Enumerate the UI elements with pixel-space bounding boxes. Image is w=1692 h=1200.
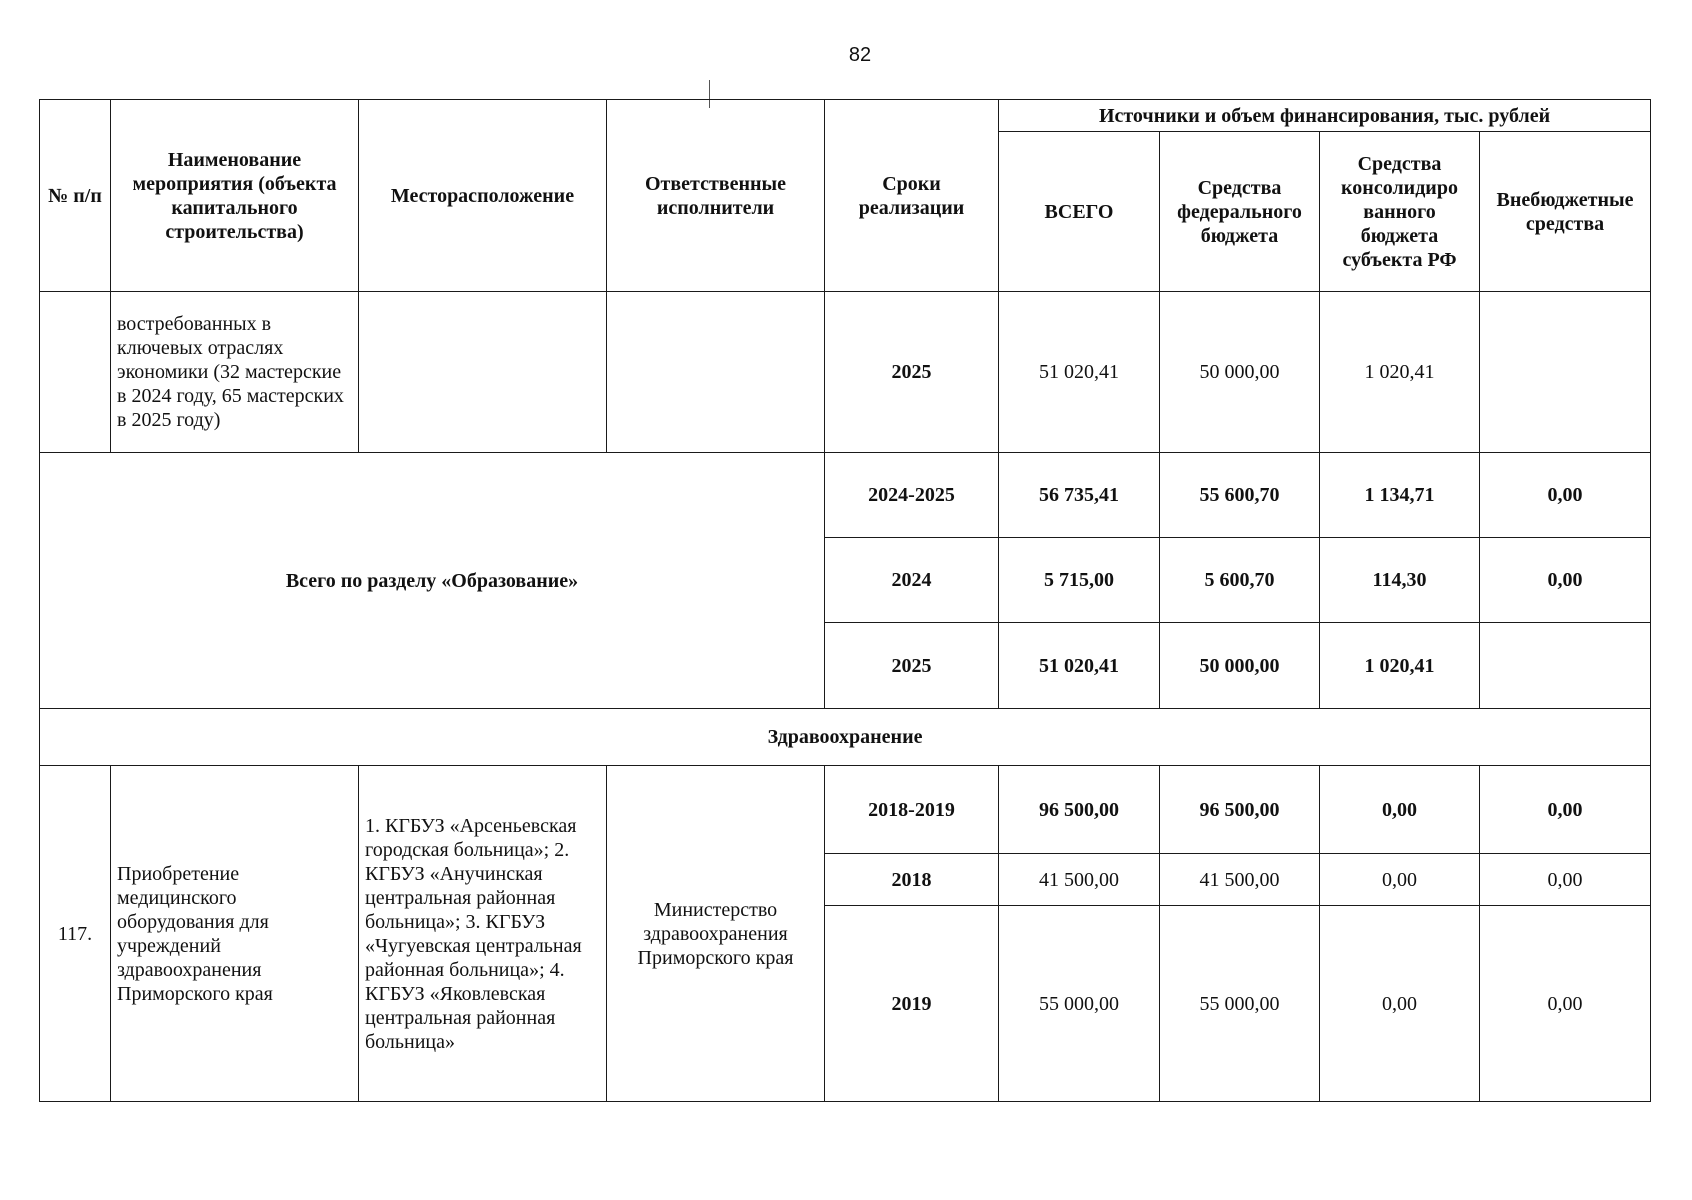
cell-regional: 0,00 xyxy=(1320,854,1480,906)
cell-regional: 0,00 xyxy=(1320,906,1480,1102)
cell-federal: 96 500,00 xyxy=(1160,766,1320,854)
education-total-label: Всего по разделу «Образование» xyxy=(40,453,825,709)
cell-offbudget: 0,00 xyxy=(1480,453,1651,538)
cell-year: 2018 xyxy=(825,854,999,906)
table-row xyxy=(40,766,1651,854)
cell-regional: 1 020,41 xyxy=(1320,292,1480,453)
cell-regional: 1 134,71 xyxy=(1320,453,1480,538)
cell-total: 56 735,41 xyxy=(999,453,1160,538)
cell-year: 2024-2025 xyxy=(825,453,999,538)
cell-federal: 50 000,00 xyxy=(1160,623,1320,709)
section-title: Здравоохранение xyxy=(40,709,1651,766)
cell-responsible: Министерство здравоохранения Приморского края xyxy=(607,766,825,1102)
cell-num xyxy=(40,292,111,453)
cell-name: Приобретение медицинского оборудования для учреждений здравоохранения Приморского края xyxy=(111,766,359,1102)
cell-federal: 5 600,70 xyxy=(1160,538,1320,623)
cell-year: 2025 xyxy=(825,292,999,453)
cell-name: востребованных в ключевых отраслях экономики (32 мастерские в 2024 году, 65 мастерских в 2025 году) xyxy=(111,292,359,453)
cell-federal: 55 600,70 xyxy=(1160,453,1320,538)
header-row-1 xyxy=(40,100,1651,132)
cell-location xyxy=(359,292,607,453)
cell-responsible xyxy=(607,292,825,453)
financing-table xyxy=(39,99,1651,1102)
col-header-name: Наименование мероприятия (объекта капитального строительства) xyxy=(111,100,359,292)
col-header-offbudget: Внебюджетные средства xyxy=(1480,132,1651,292)
cell-regional: 1 020,41 xyxy=(1320,623,1480,709)
cell-offbudget xyxy=(1480,292,1651,453)
table-row xyxy=(40,453,1651,538)
cell-total: 5 715,00 xyxy=(999,538,1160,623)
cell-total: 96 500,00 xyxy=(999,766,1160,854)
cell-regional: 0,00 xyxy=(1320,766,1480,854)
col-header-sources: Источники и объем финансирования, тыс. рублей xyxy=(999,100,1651,132)
col-header-terms: Сроки реализации xyxy=(825,100,999,292)
section-row xyxy=(40,709,1651,766)
cell-offbudget: 0,00 xyxy=(1480,538,1651,623)
col-header-location: Месторасположение xyxy=(359,100,607,292)
cell-federal: 50 000,00 xyxy=(1160,292,1320,453)
cell-total: 41 500,00 xyxy=(999,854,1160,906)
col-header-responsible: Ответственные исполнители xyxy=(607,100,825,292)
col-header-federal: Средства федерального бюджета xyxy=(1160,132,1320,292)
cell-year: 2024 xyxy=(825,538,999,623)
cell-offbudget: 0,00 xyxy=(1480,766,1651,854)
cell-federal: 55 000,00 xyxy=(1160,906,1320,1102)
cell-total: 55 000,00 xyxy=(999,906,1160,1102)
col-header-total: ВСЕГО xyxy=(999,132,1160,292)
col-header-regional: Средства консолидиро ванного бюджета субъекта РФ xyxy=(1320,132,1480,292)
cell-num: 117. xyxy=(40,766,111,1102)
cell-location: 1. КГБУЗ «Арсеньевская городская больница»; 2. КГБУЗ «Анучинская центральная районная больница»; 3. КГБУЗ «Чугуевская центральная районная больница»; 4. КГБУЗ «Яковлевская центральная районная больница» xyxy=(359,766,607,1102)
cell-offbudget: 0,00 xyxy=(1480,854,1651,906)
page-number: 82 xyxy=(848,44,872,66)
cell-total: 51 020,41 xyxy=(999,623,1160,709)
cell-year: 2019 xyxy=(825,906,999,1102)
col-header-num: № п/п xyxy=(40,100,111,292)
cell-regional: 114,30 xyxy=(1320,538,1480,623)
cell-offbudget: 0,00 xyxy=(1480,906,1651,1102)
cell-year: 2018-2019 xyxy=(825,766,999,854)
cell-offbudget xyxy=(1480,623,1651,709)
cell-year: 2025 xyxy=(825,623,999,709)
cell-federal: 41 500,00 xyxy=(1160,854,1320,906)
table-row xyxy=(40,292,1651,453)
cell-total: 51 020,41 xyxy=(999,292,1160,453)
